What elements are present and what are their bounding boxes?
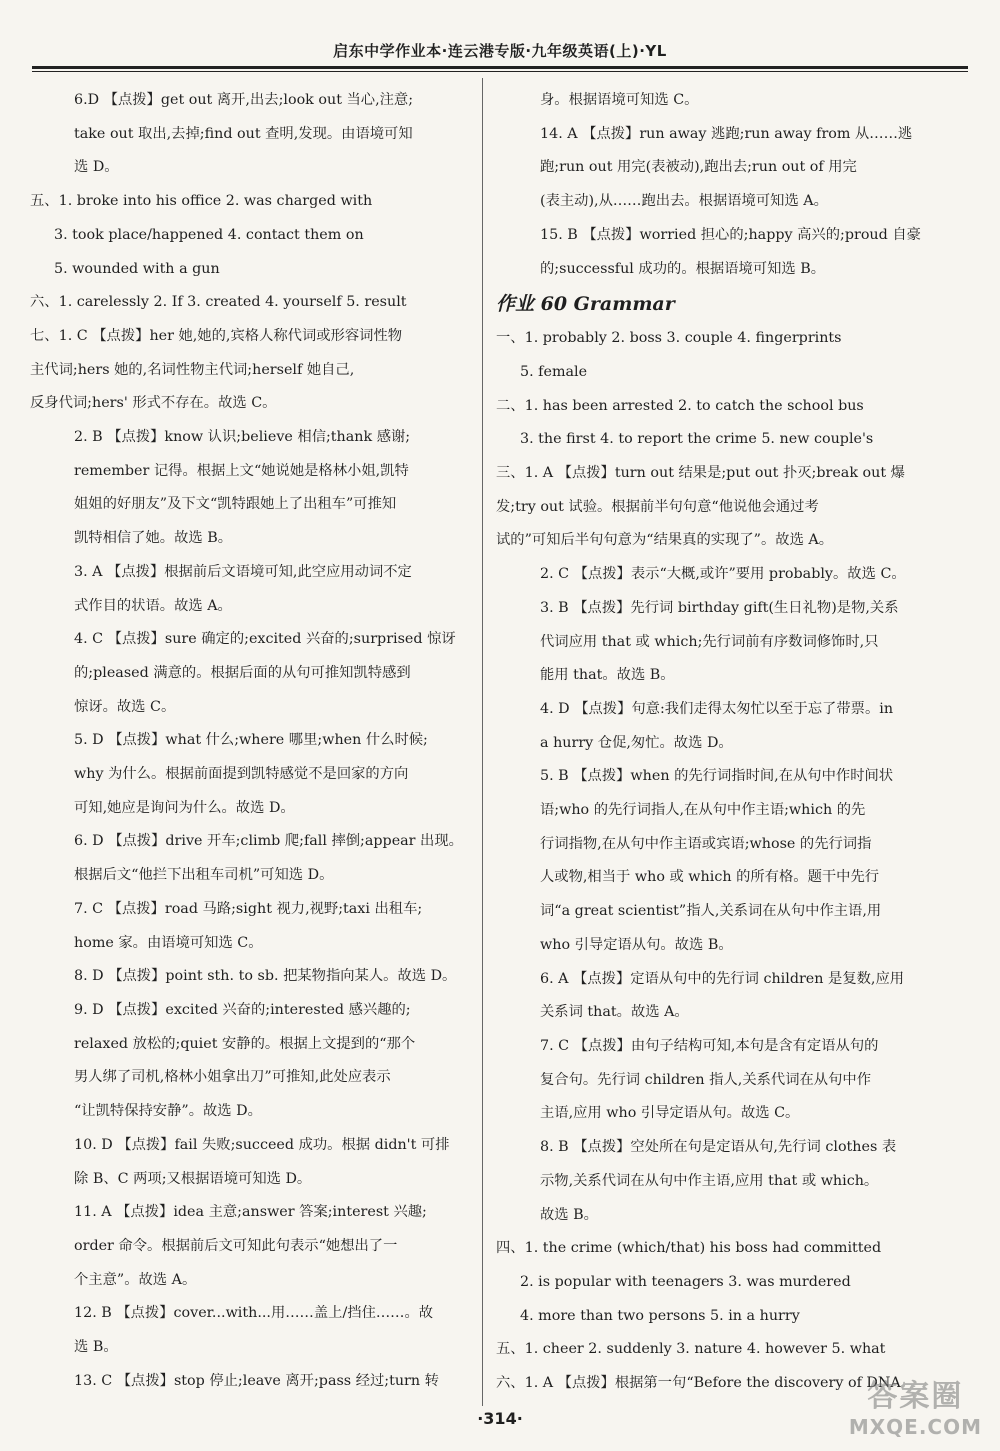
answer-line: 3. A 【点拨】根据前后文语境可知,此空应用动词不定: [74, 563, 412, 580]
section-title: 作业 60 Grammar: [496, 293, 675, 316]
answer-item: [30, 1365, 470, 1399]
answer-line: 二、1. has been arrested 2. to catch the school bus: [496, 397, 864, 414]
answer-item: [30, 219, 470, 253]
answer-item: [496, 219, 970, 286]
answer-line: 行词指物,在从句中作主语或宾语;whose 的先行词指: [540, 835, 872, 852]
answer-line: 5. D 【点拨】what 什么;where 哪里;when 什么时候;: [74, 732, 428, 749]
answer-line: 姐姐的好朋友”及下文“凯特跟她上了出租车”可推知: [74, 496, 397, 513]
answer-line: a hurry 仓促,匆忙。故选 D。: [540, 734, 733, 751]
answer-line: 六、1. A 【点拨】根据第一句“Before the discovery of DNA: [496, 1375, 901, 1392]
answer-item: [30, 825, 470, 892]
answer-line: who 引导定语从句。故选 B。: [540, 936, 733, 953]
answer-line: 3. B 【点拨】先行词 birthday gift(生日礼物)是物,关系: [540, 599, 899, 616]
page-number: ·314·: [477, 1409, 523, 1428]
answer-item: [496, 1300, 970, 1334]
answer-line: 凯特相信了她。故选 B。: [74, 530, 233, 547]
answer-item: [30, 253, 470, 287]
answer-line: 惊讶。故选 C。: [74, 698, 176, 715]
answer-item: [30, 960, 470, 994]
answer-line: (表主动),从……跑出去。根据语境可知选 A。: [540, 193, 828, 210]
answer-line: 12. B 【点拨】cover...with...用……盖上/挡住……。故: [74, 1305, 434, 1322]
answer-line: 选 D。: [74, 159, 119, 176]
answer-line: 4. more than two persons 5. in a hurry: [520, 1307, 800, 1324]
answer-item: [496, 592, 970, 693]
answer-line: 2. B 【点拨】know 认识;believe 相信;thank 感谢;: [74, 429, 411, 446]
answer-item: [496, 390, 970, 424]
answer-line: 的;pleased 满意的。根据后面的从句可推知凯特感到: [74, 664, 411, 681]
answer-line: 试的”可知后半句句意为“结果真的实现了”。故选 A。: [496, 532, 834, 549]
answer-line: 三、1. A 【点拨】turn out 结果是;put out 扑灭;break out 爆: [496, 465, 905, 482]
answer-line: 9. D 【点拨】excited 兴奋的;interested 感兴趣的;: [74, 1001, 411, 1018]
answer-line: 可知,她应是询问为什么。故选 D。: [74, 799, 295, 816]
answer-line: 跑;run out 用完(表被动),跑出去;run out of 用完: [540, 159, 857, 176]
answer-line: home 家。由语境可知选 C。: [74, 934, 263, 951]
answer-line: 10. D 【点拨】fail 失败;succeed 成功。根据 didn't 可排: [74, 1136, 450, 1153]
answer-line: 六、1. carelessly 2. If 3. created 4. yourself 5. result: [30, 294, 407, 311]
answer-line: remember 记得。根据上文“她说她是格林小姐,凯特: [74, 462, 409, 479]
answer-line: 13. C 【点拨】stop 停止;leave 离开;pass 经过;turn 转: [74, 1372, 439, 1389]
answer-item: [496, 322, 970, 356]
header-rule: [32, 66, 968, 69]
answer-item: [496, 356, 970, 390]
answer-item: [30, 421, 470, 556]
answer-item: [496, 963, 970, 1030]
answer-line: 4. C 【点拨】sure 确定的;excited 兴奋的;surprised 惊讶: [74, 631, 456, 648]
answer-item: [30, 1196, 470, 1297]
answer-line: 5. wounded with a gun: [54, 260, 220, 277]
answer-line: 选 B。: [74, 1339, 118, 1356]
answer-line: 5. female: [520, 363, 588, 380]
answer-line: 6.D 【点拨】get out 离开,出去;look out 当心,注意;: [74, 92, 414, 108]
answer-item: [30, 623, 470, 724]
column-divider: [482, 78, 483, 1406]
answer-line: 四、1. the crime (which/that) his boss had committed: [496, 1240, 882, 1257]
answer-line: order 命令。根据前后文可知此句表示“她想出了一: [74, 1237, 398, 1254]
answer-item: [496, 1333, 970, 1367]
answer-item: [496, 1131, 970, 1232]
answer-item: [30, 724, 470, 825]
answer-line: 14. A 【点拨】run away 逃跑;run away from 从……逃: [540, 125, 913, 142]
answer-line: 6. A 【点拨】定语从句中的先行词 children 是复数,应用: [540, 970, 905, 987]
answer-line: 8. B 【点拨】空处所在句是定语从句,先行词 clothes 表: [540, 1139, 897, 1156]
answer-line: 五、1. cheer 2. suddenly 3. nature 4. however 5. what: [496, 1341, 886, 1358]
answer-line: 语;who 的先行词指人,在从句中作主语;which 的先: [540, 802, 866, 819]
answer-line: 身。根据语境可知选 C。: [540, 92, 699, 108]
answer-line: 五、1. broke into his office 2. was charged with: [30, 193, 373, 210]
answer-item: [496, 1232, 970, 1266]
watermark-logo: [849, 1371, 982, 1439]
answer-item: [30, 185, 470, 219]
answer-item: [496, 457, 970, 558]
answer-item: [496, 1030, 970, 1131]
answer-line: 一、1. probably 2. boss 3. couple 4. fingerprints: [496, 330, 842, 347]
answer-item: [496, 760, 970, 962]
answer-line: 11. A 【点拨】idea 主意;answer 答案;interest 兴趣;: [74, 1204, 427, 1221]
answer-line: 反身代词;hers' 形式不存在。故选 C。: [30, 395, 277, 412]
answer-line: 8. D 【点拨】point sth. to sb. 把某物指向某人。故选 D。: [74, 968, 457, 985]
answer-line: 代词应用 that 或 which;先行词前有序数词修饰时,只: [540, 633, 879, 650]
answer-item: [30, 286, 470, 320]
header-rule-thin: [32, 71, 968, 72]
answer-line: 人或物,相当于 who 或 which 的所有格。题干中先行: [540, 869, 880, 886]
watermark-bottom: MXQE.COM: [848, 1415, 982, 1439]
answer-item: [30, 1129, 470, 1196]
answer-item: [30, 320, 470, 421]
answer-line: 根据后文“他拦下出租车司机”可知选 D。: [74, 867, 334, 884]
answer-line: why 为什么。根据前面提到凯特感觉不是回家的方向: [74, 766, 409, 783]
answer-item: [496, 84, 970, 118]
answer-item: [496, 693, 970, 760]
answer-item: [30, 1297, 470, 1364]
answer-line: 5. B 【点拨】when 的先行词指时间,在从句中作时间状: [540, 768, 894, 785]
answer-item: [496, 118, 970, 219]
answer-line: 6. D 【点拨】drive 开车;climb 爬;fall 摔倒;appear 出现。: [74, 833, 463, 850]
answer-item: [496, 558, 970, 592]
left-column: [30, 84, 470, 1398]
answer-line: 词“a great scientist”指人,关系词在从句中作主语,用: [540, 903, 882, 920]
right-column: [496, 84, 970, 1401]
answer-line: 7. C 【点拨】由句子结构可知,本句是含有定语从句的: [540, 1037, 879, 1054]
answer-line: take out 取出,去掉;find out 查明,发现。由语境可知: [74, 125, 413, 142]
answer-line: 的;successful 成功的。根据语境可知选 B。: [540, 260, 826, 277]
answer-line: 除 B、C 两项;又根据语境可知选 D。: [74, 1170, 312, 1187]
answer-line: 关系词 that。故选 A。: [540, 1004, 689, 1021]
answer-item: [496, 423, 970, 457]
answer-line: 主代词;hers 她的,名词性物主代词;herself 她自己,: [30, 361, 355, 378]
answer-line: 示物,关系代词在从句中作主语,应用 that 或 which。: [540, 1172, 879, 1189]
answer-line: 3. the first 4. to report the crime 5. new couple's: [520, 431, 874, 448]
answer-item: [496, 1266, 970, 1300]
answer-line: 个主意”。故选 A。: [74, 1271, 197, 1288]
answer-line: 2. C 【点拨】表示“大概,或许”要用 probably。故选 C。: [540, 566, 906, 583]
answer-line: 4. D 【点拨】句意:我们走得太匆忙以至于忘了带票。in: [540, 700, 894, 717]
answer-line: 故选 B。: [540, 1206, 598, 1223]
answer-line: 复合句。先行词 children 指人,关系代词在从句中作: [540, 1071, 871, 1088]
answer-line: 2. is popular with teenagers 3. was murdered: [520, 1273, 851, 1290]
answer-line: 主语,应用 who 引导定语从句。故选 C。: [540, 1105, 800, 1122]
running-header: 启东中学作业本·连云港专版·九年级英语(上)·YL: [333, 42, 667, 60]
answer-line: 7. C 【点拨】road 马路;sight 视力,视野;taxi 出租车;: [74, 900, 423, 917]
answer-line: “让凯特保持安静”。故选 D。: [74, 1103, 262, 1120]
answer-line: 七、1. C 【点拨】her 她,她的,宾格人称代词或形容词性物: [30, 327, 403, 344]
answer-line: 发;try out 试验。根据前半句句意“他说他会通过考: [496, 498, 819, 515]
answer-item: [30, 556, 470, 623]
answer-line: relaxed 放松的;quiet 安静的。根据上文提到的“那个: [74, 1035, 416, 1052]
answer-item: [30, 84, 470, 185]
watermark-top: 答案圈: [867, 1379, 964, 1414]
answer-line: 15. B 【点拨】worried 担心的;happy 高兴的;proud 自豪: [540, 226, 921, 243]
answer-item: [30, 994, 470, 1129]
answer-line: 式作目的状语。故选 A。: [74, 597, 232, 614]
answer-line: 3. took place/happened 4. contact them on: [54, 226, 364, 243]
answer-line: 能用 that。故选 B。: [540, 667, 675, 684]
answer-line: 男人绑了司机,格林小姐拿出刀”可推知,此处应表示: [74, 1069, 391, 1086]
answer-item: [30, 893, 470, 960]
